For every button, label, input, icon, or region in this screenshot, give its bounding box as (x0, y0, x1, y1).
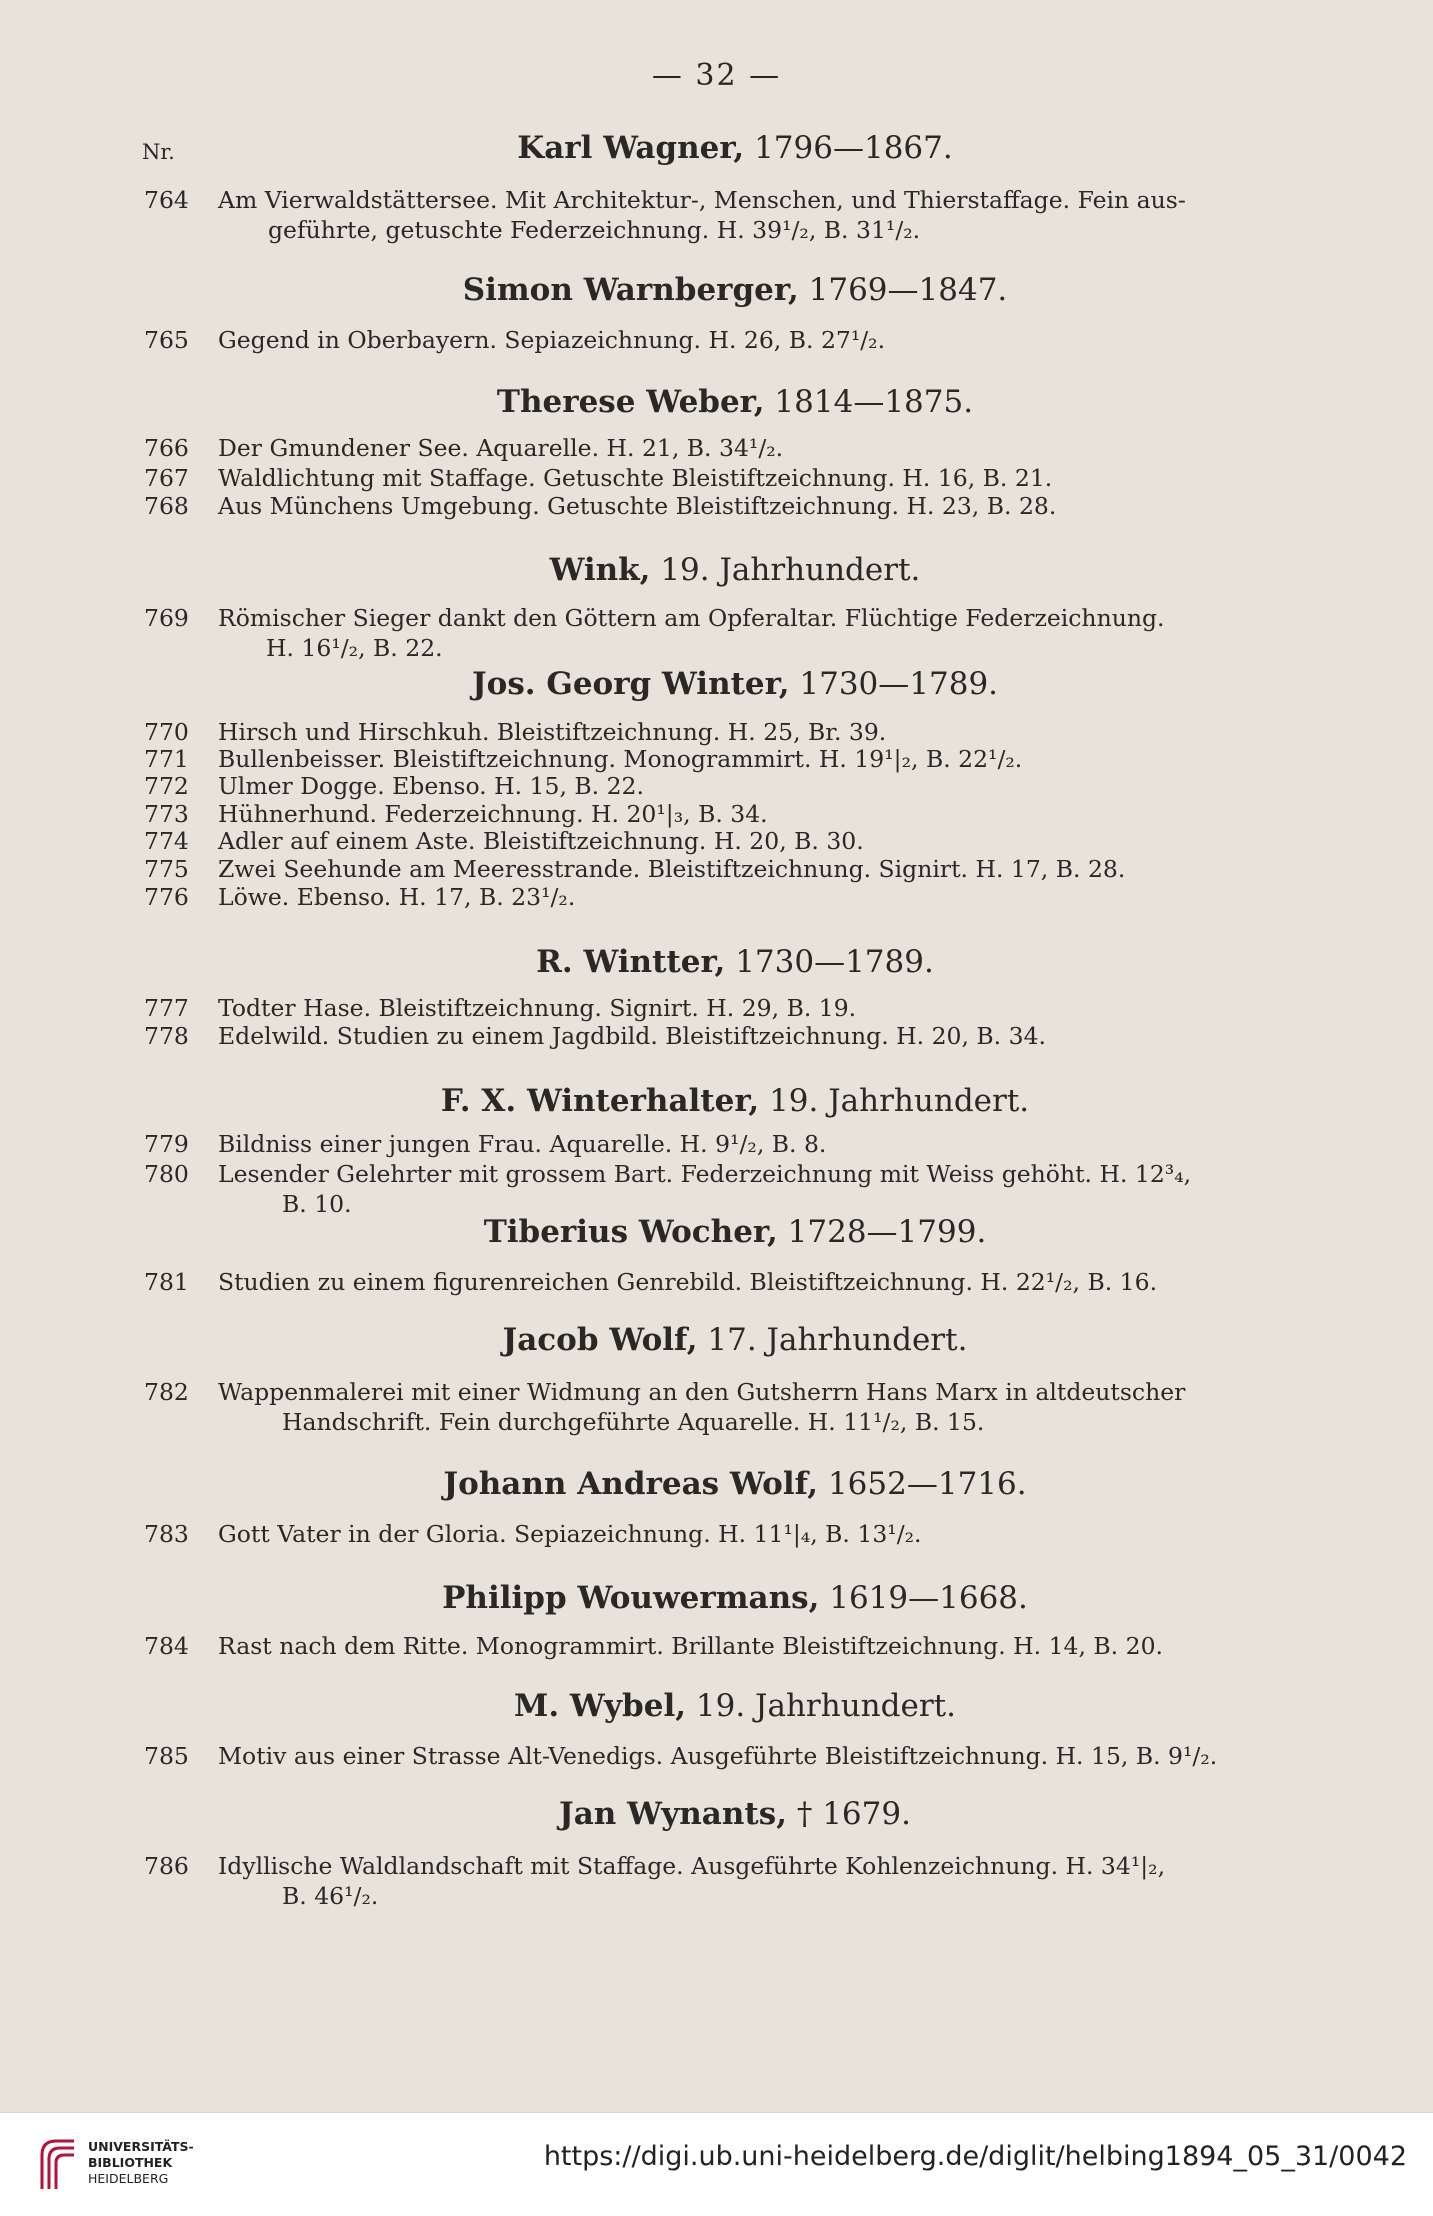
library-name-line: HEIDELBERG (88, 2171, 169, 2186)
entry-number: 782 (144, 1378, 189, 1406)
library-logo-icon (38, 2135, 78, 2193)
artist-name: Therese Weber, (496, 384, 765, 420)
entry-number: 778 (144, 1022, 189, 1050)
artist-name: Jos. Georg Winter, (471, 666, 790, 702)
entry-number: 777 (144, 994, 189, 1022)
entry-text: Edelwild. Studien zu einem Jagdbild. Bleistiftzeichnung. H. 20, B. 34. (218, 1022, 1046, 1050)
entry-text: Römischer Sieger dankt den Göttern am Opferaltar. Flüchtige Federzeichnung. (218, 604, 1165, 632)
entry-number: 780 (144, 1160, 189, 1188)
entry-number: 769 (144, 604, 189, 632)
artist-name: Jacob Wolf, (502, 1322, 698, 1358)
entry-number: 770 (144, 718, 189, 746)
entry-text: Rast nach dem Ritte. Monogrammirt. Brillante Bleistiftzeichnung. H. 14, B. 20. (218, 1632, 1163, 1660)
entry-number: 784 (144, 1632, 189, 1660)
artist-name: Simon Warnberger, (462, 272, 799, 308)
entry-number: 767 (144, 464, 189, 492)
artist-heading (140, 1688, 1330, 1724)
entry-number: 773 (144, 800, 189, 828)
viewer-footer (0, 2112, 1433, 2216)
library-name-line: UNIVERSITÄTS- (88, 2139, 194, 2154)
entry-text: Der Gmundener See. Aquarelle. H. 21, B. 34¹/₂. (218, 434, 784, 462)
entry-continuation: Handschrift. Fein durchgeführte Aquarelle. H. 11¹/₂, B. 15. (282, 1408, 985, 1436)
entry-text: Aus Münchens Umgebung. Getuschte Bleistiftzeichnung. H. 23, B. 28. (218, 492, 1057, 520)
artist-name: Tiberius Wocher, (483, 1214, 778, 1250)
artist-dates: 1796—1867. (754, 130, 953, 166)
entry-number: 785 (144, 1742, 189, 1770)
artist-heading (140, 552, 1330, 588)
artist-name: Johann Andreas Wolf, (443, 1466, 819, 1502)
entry-text: Lesender Gelehrter mit grossem Bart. Federzeichnung mit Weiss gehöht. H. 12³₄, (218, 1160, 1192, 1188)
entry-text: Hirsch und Hirschkuh. Bleistiftzeichnung. H. 25, Br. 39. (218, 718, 887, 746)
artist-heading (140, 1580, 1330, 1616)
artist-dates: 19. Jahrhundert. (695, 1688, 956, 1724)
artist-dates: 1652—1716. (827, 1466, 1027, 1502)
entry-number: 781 (144, 1268, 189, 1296)
entry-number: 786 (144, 1852, 189, 1880)
artist-dates: 19. Jahrhundert. (769, 1083, 1030, 1119)
page-number: — 32 — (651, 58, 782, 93)
artist-heading (140, 384, 1330, 420)
entry-number: 779 (144, 1130, 189, 1158)
artist-heading (140, 1214, 1330, 1250)
entry-number: 765 (144, 326, 189, 354)
artist-dates: 1728—1799. (787, 1214, 987, 1250)
entry-text: Wappenmalerei mit einer Widmung an den Gutsherrn Hans Marx in altdeutscher (218, 1378, 1186, 1406)
entry-number: 774 (144, 827, 189, 855)
entry-continuation: B. 46¹/₂. (282, 1882, 379, 1910)
artist-heading (140, 1796, 1330, 1832)
entry-text: Hühnerhund. Federzeichnung. H. 20¹|₃, B. 34. (218, 800, 768, 828)
nr-column-label: Nr. (142, 140, 175, 164)
entry-text: Idyllische Waldlandschaft mit Staffage. Ausgeführte Kohlenzeichnung. H. 34¹|₂, (218, 1852, 1166, 1880)
entry-text: Adler auf einem Aste. Bleistiftzeichnung. H. 20, B. 30. (218, 827, 864, 855)
entry-number: 783 (144, 1520, 189, 1548)
entry-continuation: H. 16¹/₂, B. 22. (266, 634, 443, 662)
entry-text: Bildniss einer jungen Frau. Aquarelle. H. 9¹/₂, B. 8. (218, 1130, 827, 1158)
artist-heading (140, 272, 1330, 308)
entry-continuation: geführte, getuschte Federzeichnung. H. 39¹/₂, B. 31¹/₂. (268, 216, 921, 244)
entry-number: 764 (144, 186, 189, 214)
artist-name: M. Wybel, (514, 1688, 687, 1724)
entry-text: Gegend in Oberbayern. Sepiazeichnung. H. 26, B. 27¹/₂. (218, 326, 886, 354)
artist-name: Wink, (549, 552, 651, 588)
entry-text: Gott Vater in der Gloria. Sepiazeichnung. H. 11¹|₄, B. 13¹/₂. (218, 1520, 922, 1548)
artist-heading (140, 1083, 1330, 1119)
entry-number: 772 (144, 772, 189, 800)
entry-text: Waldlichtung mit Staffage. Getuschte Bleistiftzeichnung. H. 16, B. 21. (218, 464, 1053, 492)
entry-number: 776 (144, 883, 189, 911)
library-name (88, 2139, 194, 2187)
artist-dates: 1730—1789. (799, 666, 999, 702)
entry-text: Studien zu einem figurenreichen Genrebild. Bleistiftzeichnung. H. 22¹/₂, B. 16. (218, 1268, 1158, 1296)
artist-name: F. X. Winterhalter, (440, 1083, 760, 1119)
entry-text: Am Vierwaldstättersee. Mit Architektur-, Menschen, und Thierstaffage. Fein aus- (218, 186, 1186, 214)
entry-number: 768 (144, 492, 189, 520)
artist-heading (140, 1322, 1330, 1358)
entry-continuation: B. 10. (282, 1190, 352, 1218)
artist-dates: 1619—1668. (829, 1580, 1028, 1616)
artist-heading (140, 1466, 1330, 1502)
entry-number: 766 (144, 434, 189, 462)
artist-dates: 17. Jahrhundert. (707, 1322, 968, 1358)
entry-number: 775 (144, 855, 189, 883)
entry-text: Motiv aus einer Strasse Alt-Venedigs. Ausgeführte Bleistiftzeichnung. H. 15, B. 9¹/₂. (218, 1742, 1218, 1770)
artist-dates: 1814—1875. (774, 384, 974, 420)
library-name-line: BIBLIOTHEK (88, 2155, 173, 2170)
artist-name: R. Wintter, (536, 944, 726, 980)
artist-dates: 1730—1789. (735, 944, 934, 980)
artist-name: Philipp Wouwermans, (442, 1580, 820, 1616)
artist-name: Jan Wynants, (559, 1796, 787, 1832)
entry-text: Todter Hase. Bleistiftzeichnung. Signirt. H. 29, B. 19. (218, 994, 857, 1022)
artist-heading (140, 944, 1330, 980)
permalink-url[interactable]: https://digi.ub.uni-heidelberg.de/diglit/helbing1894_05_31/0042 (543, 2141, 1407, 2172)
entry-text: Ulmer Dogge. Ebenso. H. 15, B. 22. (218, 772, 644, 800)
artist-heading (140, 130, 1330, 166)
entry-text: Löwe. Ebenso. H. 17, B. 23¹/₂. (218, 883, 576, 911)
entry-text: Bullenbeisser. Bleistiftzeichnung. Monogrammirt. H. 19¹|₂, B. 22¹/₂. (218, 745, 1023, 773)
artist-heading (140, 666, 1330, 702)
artist-dates: 19. Jahrhundert. (660, 552, 921, 588)
artist-dates: 1769—1847. (808, 272, 1008, 308)
entry-number: 771 (144, 745, 189, 773)
artist-dates: † 1679. (796, 1796, 911, 1832)
entry-text: Zwei Seehunde am Meeresstrande. Bleistiftzeichnung. Signirt. H. 17, B. 28. (218, 855, 1126, 883)
artist-name: Karl Wagner, (517, 130, 745, 166)
